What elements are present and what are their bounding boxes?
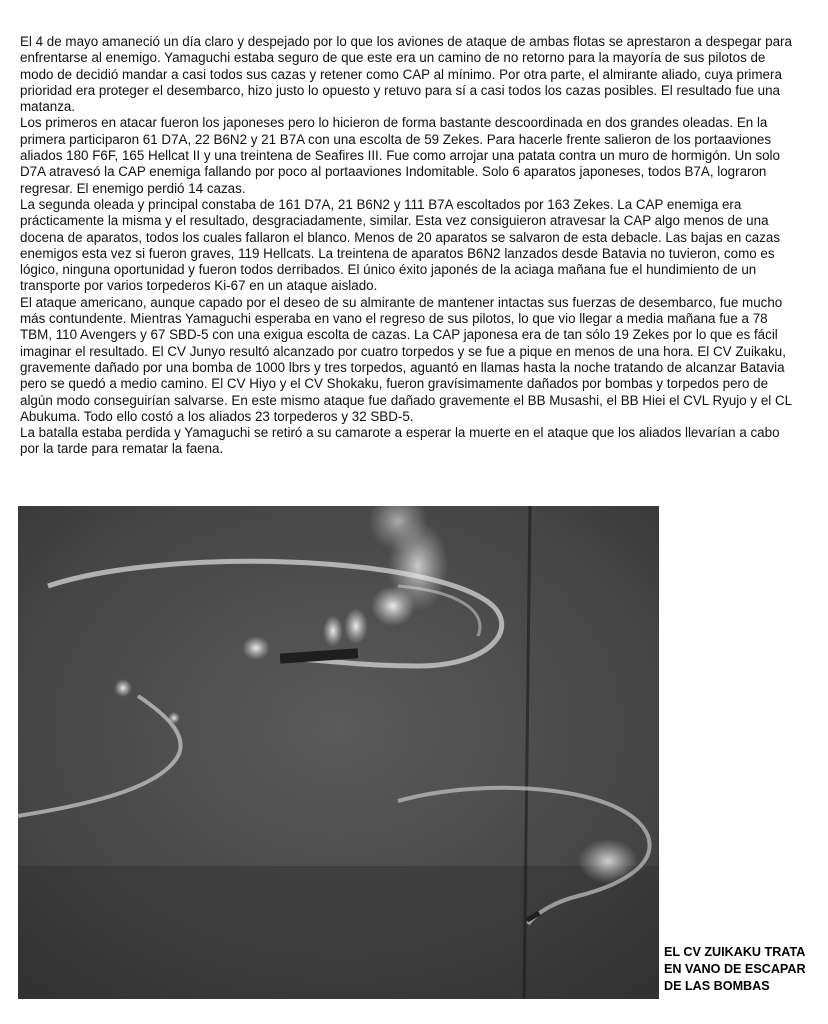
article-paragraph: El 4 de mayo amaneció un día claro y despejado por lo que los aviones de ataque de ambas flotas se aprestaron a despegar para enfrentarse al enemigo. Yamaguchi estaba seguro de que este era un camino de no retorno para la mayoría de sus pilotos de modo de decidió mandar a casi todos sus cazas y retener como CAP al mínimo. Por otra parte, el almirante aliado, cuya primera prioridad era proteger el desembarco, hizo justo lo opuesto y retuvo para sí a casi todos los cazas posibles. El resultado fue una matanza. <box>20 34 792 115</box>
caption-line: DE LAS BOMBAS <box>664 979 770 993</box>
article-body <box>20 34 800 458</box>
bomb-splash <box>114 679 132 697</box>
article-paragraph: El ataque americano, aunque capado por el deseo de su almirante de mantener intactas sus fuerzas de desembarco, fue mucho más contundente. Mientras Yamaguchi esperaba en vano el regreso de sus pilotos, lo que vio llegar a media mañana fue a 78 TBM, 110 Avengers y 67 SBD-5 con una exigua escolta de cazas. La CAP japonesa era de tan sólo 19 Zekes por lo que es fácil imaginar el resultado. El CV Junyo resultó alcanzado por cuatro torpedos y se fue a pique en menos de una hora. El CV Zuikaku, gravemente dañado por una bomba de 1000 lbrs y tres torpedos, aguantó en llamas hasta la noche tratando de alcanzar Batavia pero se quedó a medio camino. El CV Hiyo y el CV Shokaku, fueron gravísimamente dañados por bombas y torpedos pero de algún modo conseguirían salvarse. En este mismo ataque fue dañado gravemente el BB Musashi, el BB Hiei el CVL Ryujo y el CL Abukuma. Todo ello costó a los aliados 23 torpederos y 32 SBD-5. <box>20 294 792 424</box>
aerial-photo-illustration <box>18 506 659 999</box>
article-paragraph: La segunda oleada y principal constaba de 161 D7A, 21 B6N2 y 111 B7A escoltados por 163 Zekes. La CAP enemiga era prácticamente la misma y el resultado, desgraciadamente, similar. Esta vez consiguieron atravesar la CAP algo menos de una docena de aparatos, todos los cuales fallaron el blanco. Menos de 20 aparatos se salvaron de esta debacle. Las bajas en cazas enemigos esta vez si fueron graves, 119 Hellcats. La treintena de aparatos B6N2 lanzados desde Batavia no tuvieron, como es lógico, ninguna oportunidad y fueron todos derribados. El único éxito japonés de la aciaga mañana fue el hundimiento de un transporte por varios torpederos Ki-67 en un ataque aislado. <box>20 196 781 294</box>
bomb-splash <box>168 712 180 724</box>
bomb-splash <box>242 636 270 660</box>
article-paragraph: La batalla estaba perdida y Yamaguchi se retiró a su camarote a esperar la muerte en el ataque que los aliados llevarían a cabo por la tarde para rematar la faena. <box>20 425 780 457</box>
sea-dark-band <box>18 866 659 999</box>
photo-caption <box>664 944 828 995</box>
article-paragraph: Los primeros en atacar fueron los japoneses pero lo hicieron de forma bastante descoordinada en dos grandes oleadas. En la primera participaron 61 D7A, 22 B6N2 y 21 B7A con una escolta de 59 Zekes. Para hacerle frente salieron de los portaaviones aliados 180 F6F, 165 Hellcat II y una treintena de Seafires III. Fue como arrojar una patata contra un muro de hormigón. Un solo D7A atravesó la CAP enemiga fallando por poco al portaaviones Indomitable. Solo 6 aparatos japoneses, todos B7A, lograron regresar. El enemigo perdió 14 cazas. <box>20 115 780 196</box>
aerial-photo-carrier-under-attack <box>18 506 659 999</box>
bomb-splash <box>323 615 343 647</box>
smoke-plume <box>578 839 638 883</box>
caption-line: EN VANO DE ESCAPAR <box>664 962 806 976</box>
caption-line: EL CV ZUIKAKU TRATA <box>664 945 806 959</box>
bomb-splash <box>344 608 368 644</box>
